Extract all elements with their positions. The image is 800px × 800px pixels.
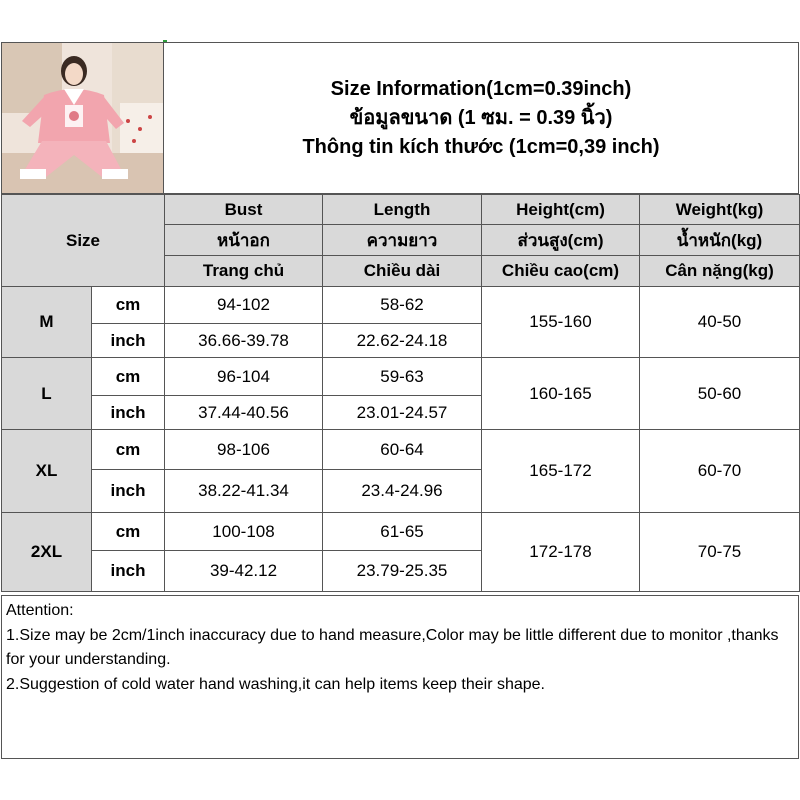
unit-cm: cm [92,358,165,396]
length-cm: 60-64 [323,430,482,470]
bust-inch: 37.44-40.56 [165,396,323,430]
unit-inch: inch [92,324,165,358]
size-name: XL [2,430,92,513]
bust-cm: 96-104 [165,358,323,396]
weight-value: 60-70 [640,430,800,513]
col-bust-en: Bust [165,195,323,225]
table-row [2,287,800,324]
unit-cm: cm [92,513,165,551]
height-value: 165-172 [482,430,640,513]
height-value: 160-165 [482,358,640,430]
table-row [2,513,800,551]
bust-cm: 98-106 [165,430,323,470]
size-column-header: Size [2,195,165,287]
col-bust-th: หน้าอก [165,225,323,256]
height-value: 155-160 [482,287,640,358]
title-thai: ข้อมูลขนาด (1 ซม. = 0.39 นิ้ว) [349,106,613,129]
title-block [164,42,799,194]
table-row [2,358,800,396]
size-name: 2XL [2,513,92,592]
unit-cm: cm [92,287,165,324]
product-photo [1,42,164,194]
height-value: 172-178 [482,513,640,592]
size-name: M [2,287,92,358]
pajama-model-illustration [2,43,164,194]
bust-cm: 100-108 [165,513,323,551]
note-line-1: 1.Size may be 2cm/1inch inaccuracy due to hand measure,Color may be little different due to monitor ,thanks for your understanding. [6,626,779,668]
unit-cm: cm [92,430,165,470]
unit-inch: inch [92,470,165,513]
bust-inch: 36.66-39.78 [165,324,323,358]
notes-heading: Attention: [6,602,74,619]
table-row [2,430,800,470]
size-table [1,194,800,592]
col-length-th: ความยาว [323,225,482,256]
col-length-en: Length [323,195,482,225]
col-bust-vi: Trang chủ [165,256,323,287]
unit-inch: inch [92,551,165,592]
col-weight-th: น้ำหนัก(kg) [640,225,800,256]
length-inch: 22.62-24.18 [323,324,482,358]
bust-cm: 94-102 [165,287,323,324]
col-height-th: ส่วนสูง(cm) [482,225,640,256]
size-name: L [2,358,92,430]
length-inch: 23.01-24.57 [323,396,482,430]
length-cm: 58-62 [323,287,482,324]
bust-inch: 39-42.12 [165,551,323,592]
bust-inch: 38.22-41.34 [165,470,323,513]
length-inch: 23.4-24.96 [323,470,482,513]
weight-value: 70-75 [640,513,800,592]
unit-inch: inch [92,396,165,430]
attention-notes [1,595,799,759]
title-vietnamese: Thông tin kích thước (1cm=0,39 inch) [302,135,660,158]
length-inch: 23.79-25.35 [323,551,482,592]
title-english: Size Information(1cm=0.39inch) [330,77,632,100]
col-weight-vi: Cân nặng(kg) [640,256,800,287]
length-cm: 61-65 [323,513,482,551]
col-length-vi: Chiều dài [323,256,482,287]
length-cm: 59-63 [323,358,482,396]
weight-value: 50-60 [640,358,800,430]
note-line-2: 2.Suggestion of cold water hand washing,it can help items keep their shape. [6,675,545,693]
col-height-vi: Chiều cao(cm) [482,256,640,287]
col-height-en: Height(cm) [482,195,640,225]
col-weight-en: Weight(kg) [640,195,800,225]
weight-value: 40-50 [640,287,800,358]
